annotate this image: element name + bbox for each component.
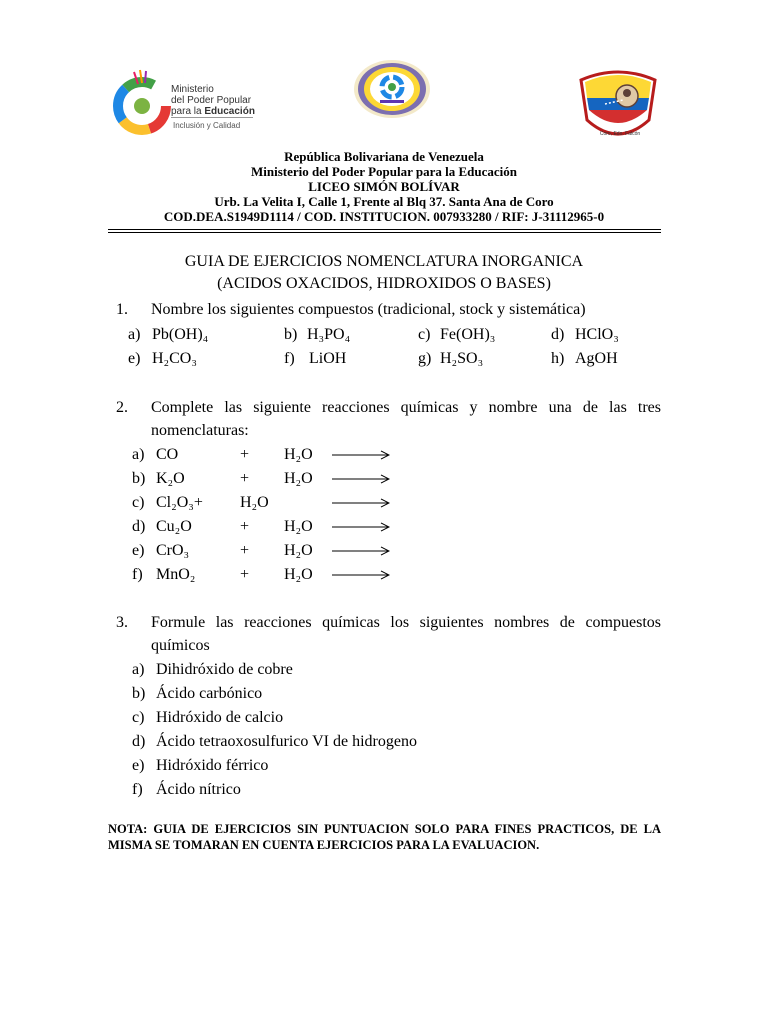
ministry-line3b: Educación xyxy=(204,106,255,117)
q3-item-text: Hidróxido férrico xyxy=(156,757,269,774)
q3-item-label: d) xyxy=(132,733,146,750)
q2-reactant-2: H₂O xyxy=(284,542,313,559)
q2-plus: + xyxy=(240,542,250,559)
q3-item-text: Hidróxido de calcio xyxy=(156,709,284,726)
q2-number: 2. xyxy=(116,399,128,416)
header-rule-bottom xyxy=(108,232,661,233)
q1-item-label: g) xyxy=(418,350,432,367)
q2-plus: + xyxy=(240,446,250,463)
q2-item-label: a) xyxy=(132,446,145,463)
q3-item-text: Ácido carbónico xyxy=(156,685,263,702)
q1-item-label: a) xyxy=(128,326,141,343)
q3-item-text: Ácido tetraoxosulfurico VI de hidrogeno xyxy=(156,733,417,750)
q1-item-formula: AgOH xyxy=(575,350,618,367)
ministry-line3a: para la xyxy=(171,106,205,117)
q2-text-line2: nomenclaturas: xyxy=(151,422,249,439)
header-republic: República Bolivariana de Venezuela xyxy=(284,149,484,164)
q1-item-formula: H₂SO₃ xyxy=(440,350,484,367)
q1-item-label: f) xyxy=(284,350,295,367)
q2-item-label: c) xyxy=(132,494,145,511)
q1-text: Nombre los siguientes compuestos (tradicional, stock y sistemática) xyxy=(151,301,586,318)
title-line1: GUIA DE EJERCICIOS NOMENCLATURA INORGANICA xyxy=(184,253,584,270)
q2-reactant-2: H₂O xyxy=(284,566,313,583)
q1-item-label: d) xyxy=(551,326,565,343)
ministry-tagline: Inclusión y Calidad xyxy=(173,121,241,130)
q3-item-label: e) xyxy=(132,757,145,774)
footer-note: NOTA: GUIA DE EJERCICIOS SIN PUNTUACION SOLO PARA FINES PRACTICOS, DE LA MISMA SE TOMARAN EN CUENTA EJERCICIOS PARA LA EVALUACION. xyxy=(108,822,661,852)
q2-reactant-1: Cu₂O xyxy=(156,518,192,535)
q1-item-formula: Pb(OH)₄ xyxy=(152,326,209,343)
reaction-arrow-icon xyxy=(332,570,390,580)
q2-item-label: f) xyxy=(132,566,143,583)
ministry-line2: del Poder Popular xyxy=(171,95,252,106)
q2-plus: + xyxy=(240,566,250,583)
q1-item-label: b) xyxy=(284,326,298,343)
school-logo-caption: Coro, Edo. Falcón xyxy=(599,131,641,137)
ministry-logo xyxy=(112,68,172,136)
reaction-arrow-icon xyxy=(332,522,390,532)
header-codes: COD.DEA.S1949D1114 / COD. INSTITUCION. 007933280 / RIF: J-31112965-0 xyxy=(163,209,605,224)
center-emblem-logo xyxy=(352,58,432,120)
q1-item-label: e) xyxy=(128,350,141,367)
q2-reactant-2: H₂O xyxy=(284,470,313,487)
q1-item-label: c) xyxy=(418,326,431,343)
q2-reactant-2: H₂O xyxy=(284,518,313,535)
institution-header xyxy=(0,149,768,224)
q2-plus: + xyxy=(240,470,250,487)
q2-reactant-1: CrO₃ xyxy=(156,542,190,559)
school-shield-logo xyxy=(575,66,661,142)
reaction-arrow-icon xyxy=(332,474,390,484)
header-school-name: LICEO SIMÓN BOLÍVAR xyxy=(308,179,460,194)
q1-item-label: h) xyxy=(551,350,565,367)
q3-text-line1: Formule las reacciones químicas los siguientes nombres de compuestos xyxy=(151,614,661,631)
q3-number: 3. xyxy=(116,614,128,631)
q1-item-formula: H₂CO₃ xyxy=(152,350,197,367)
q3-item-label: b) xyxy=(132,685,146,702)
reaction-arrow-icon xyxy=(332,546,390,556)
q1-number: 1. xyxy=(116,301,128,318)
q1-item-formula: H₃PO₄ xyxy=(307,326,351,343)
q3-item-text: Dihidróxido de cobre xyxy=(156,661,293,678)
q3-item-label: c) xyxy=(132,709,145,726)
title-line2: (ACIDOS OXACIDOS, HIDROXIDOS O BASES) xyxy=(217,275,551,292)
q2-text-line1: Complete las siguiente reacciones químicas y nombre una de las tres xyxy=(151,399,661,416)
q2-reactant-1: MnO₂ xyxy=(156,566,196,583)
reaction-arrow-icon xyxy=(332,498,390,508)
q2-reactant-2: H₂O xyxy=(284,446,313,463)
q2-reactant-2: H₂O xyxy=(240,494,269,511)
q2-item-label: b) xyxy=(132,470,146,487)
logo-row xyxy=(0,0,768,150)
ministry-divider xyxy=(171,117,253,118)
q2-reactant-1: K₂O xyxy=(156,470,185,487)
q2-item-label: e) xyxy=(132,542,145,559)
header-ministry: Ministerio del Poder Popular para la Educación xyxy=(250,164,518,179)
reaction-arrow-icon xyxy=(332,450,390,460)
q1-item-formula: Fe(OH)₃ xyxy=(440,326,496,343)
q1-item-formula: LiOH xyxy=(309,350,347,367)
q1-item-formula: HClO₃ xyxy=(575,326,619,343)
header-rule-top xyxy=(108,229,661,230)
q2-reactant-1: CO xyxy=(156,446,179,463)
header-address: Urb. La Velita I, Calle 1, Frente al Blq 37. Santa Ana de Coro xyxy=(214,194,554,209)
q2-reactant-1: Cl₂O₃+ xyxy=(156,494,203,511)
q3-item-text: Ácido nítrico xyxy=(156,781,241,798)
page-title xyxy=(0,251,768,295)
ministry-logo-text xyxy=(171,84,255,117)
ministry-line1: Ministerio xyxy=(171,84,214,95)
q2-item-label: d) xyxy=(132,518,146,535)
q3-item-label: f) xyxy=(132,781,143,798)
q3-item-label: a) xyxy=(132,661,145,678)
q3-text-line2: químicos xyxy=(151,637,210,654)
q2-plus: + xyxy=(240,518,250,535)
